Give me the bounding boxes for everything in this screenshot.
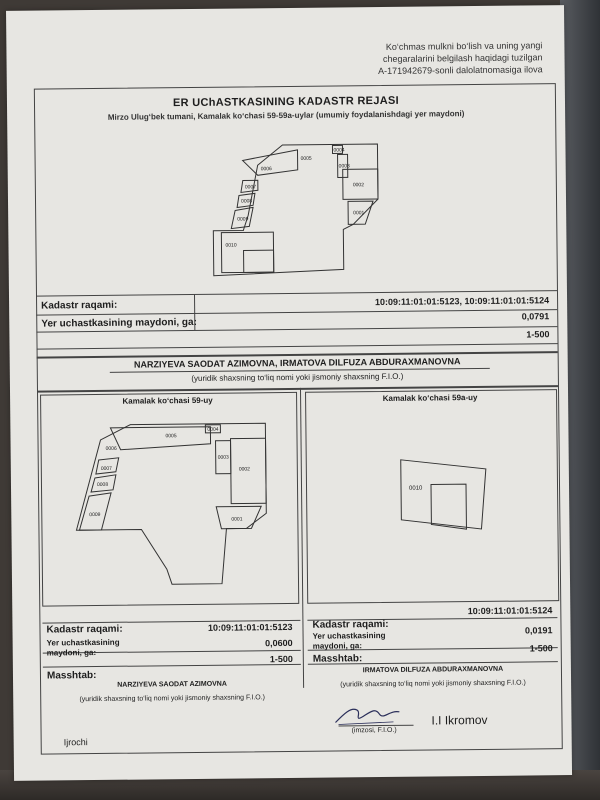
area-label: Yer uchastkasining maydoni, ga: xyxy=(41,316,197,330)
plan-label: 0003 xyxy=(338,163,350,170)
right-owner: IRMATOVA DILFUZA ABDURAXMANOVNA xyxy=(362,665,504,675)
owners-name: NARZIYEVA SAODAT AZIMOVNA, IRMATOVA DILFUZA ABDURAXMANOVNA xyxy=(133,356,461,370)
right-heading: Kamalak ko‘chasi 59a-uy xyxy=(382,393,478,403)
plan-label: 0007 xyxy=(100,465,112,472)
plan-label: 0002 xyxy=(238,466,250,473)
appendix-header xyxy=(378,39,543,77)
right-scale-value: 1-500 xyxy=(529,643,553,654)
owners-note: (yuridik shaxsning to‘liq nomi yoki jismoniy shaxsning F.I.O.) xyxy=(191,371,404,384)
right-site-plan xyxy=(391,454,502,535)
header-line: chegaralarini belgilash haqidagi tuzilgan xyxy=(382,52,543,64)
header-line: Ko‘chmas mulkni bo‘lish va uning yangi xyxy=(385,40,543,52)
plan-label: 0002 xyxy=(352,182,365,189)
left-area-value: 0,0600 xyxy=(265,637,293,649)
right-cadastre-label: Kadastr raqami: xyxy=(312,618,389,631)
header-line: A-171942679-sonli dalolatnomasiga ilova xyxy=(377,64,543,77)
plan-label: 0005 xyxy=(300,155,312,162)
plan-label: 0005 xyxy=(165,433,177,440)
scale-value: 1-500 xyxy=(526,329,550,340)
plan-label: 0003 xyxy=(217,454,229,461)
left-cadastre-label: Kadastr raqami: xyxy=(46,623,123,636)
plan-label: 0006 xyxy=(260,166,272,173)
area-value: 0,0791 xyxy=(521,311,550,322)
left-heading: Kamalak ko‘chasi 59-uy xyxy=(122,395,213,406)
plan-label: 0001 xyxy=(231,516,243,523)
signature-note: (imzosi, F.I.O.) xyxy=(351,726,397,735)
document-page xyxy=(6,5,572,781)
plan-label: 0007 xyxy=(244,184,257,191)
left-area-label: Yer uchastkasining xyxy=(46,637,120,648)
plan-label: 0010 xyxy=(409,485,423,492)
plan-label: 0001 xyxy=(353,210,365,217)
plan-label: 0008 xyxy=(240,198,253,205)
address-line: Mirzo Ulug‘bek tumani, Kamalak ko‘chasi 59-59a-uylar (umumiy foydalanishdagi yer maydoni) xyxy=(107,109,465,122)
plan-label: 0009 xyxy=(237,216,249,223)
cadastre-label: Kadastr raqami: xyxy=(41,299,118,312)
left-area-label: maydoni, ga: xyxy=(46,648,97,658)
executor-label: Ijrochi xyxy=(63,737,88,748)
cadastre-value: 10:09:11:01:01:5123, 10:09:11:01:01:5124 xyxy=(374,295,550,308)
plan-label: 0006 xyxy=(105,445,117,452)
document-title: ER UChASTKASINING KADASTR REJASI xyxy=(172,94,400,110)
right-cadastre-value: 10:09:11:01:01:5124 xyxy=(467,605,553,617)
left-owner-note: (yuridik shaxsning to‘liq nomi yoki jismoniy shaxsning F.I.O.) xyxy=(79,694,266,704)
signer-name: I.I Ikromov xyxy=(431,712,488,728)
left-scale-label: Masshtab: xyxy=(46,670,97,682)
left-site-plan xyxy=(70,418,272,590)
left-owner: NARZIYEVA SAODAT AZIMOVNA xyxy=(117,680,227,689)
plan-label: 0004 xyxy=(333,147,345,154)
right-area-value: 0,0191 xyxy=(524,625,553,636)
combined-site-plan xyxy=(202,139,393,281)
plan-label: 0010 xyxy=(225,242,237,249)
left-cadastre-value: 10:09:11:01:01:5123 xyxy=(207,621,293,633)
right-area-label: Yer uchastkasining xyxy=(312,630,386,641)
plan-label: 0009 xyxy=(89,511,101,519)
right-scale-label: Masshtab: xyxy=(312,653,363,665)
plan-label: 0008 xyxy=(96,481,109,488)
right-owner-note: (yuridik shaxsning to‘liq nomi yoki jismoniy shaxsning F.I.O.) xyxy=(340,679,526,689)
right-area-label: maydoni, ga: xyxy=(312,641,363,651)
plan-label: 0004 xyxy=(207,426,219,433)
left-scale-value: 1-500 xyxy=(269,653,293,665)
